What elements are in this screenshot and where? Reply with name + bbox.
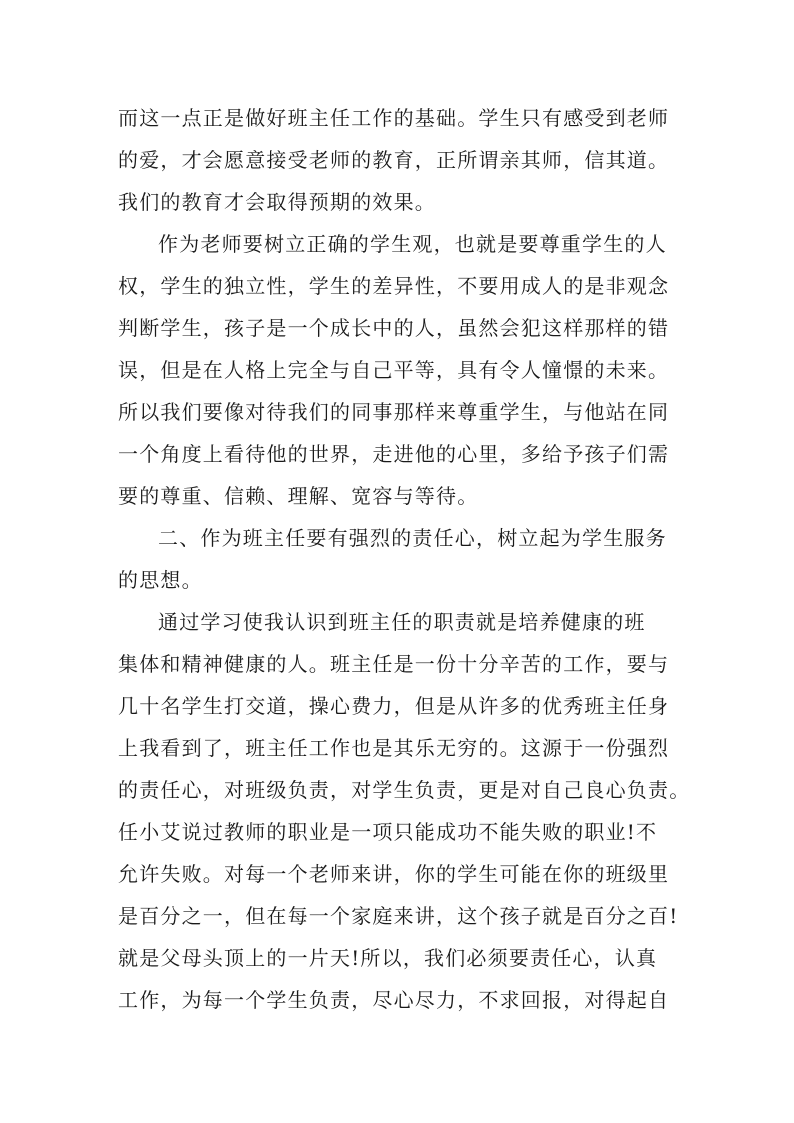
text-line: 任小艾说过教师的职业是一项只能成功不能失败的职业!不 xyxy=(118,820,658,844)
text-line: 的责任心，对班级负责，对学生负责，更是对自己良心负责。 xyxy=(118,778,691,802)
section-heading: 二、作为班主任要有强烈的责任心，树立起为学生服务 xyxy=(158,526,667,550)
text-line: 的爱，才会愿意接受老师的教育，正所谓亲其师，信其道。 xyxy=(118,148,670,172)
text-line: 要的尊重、信赖、理解、宽容与等待。 xyxy=(118,484,479,508)
text-line: 我们的教育才会取得预期的效果。 xyxy=(118,190,436,214)
text-line: 所以我们要像对待我们的同事那样来尊重学生，与他站在同 xyxy=(118,400,670,424)
text-line: 一个角度上看待他的世界，走进他的心里，多给予孩子们需 xyxy=(118,442,670,466)
text-line: 判断学生，孩子是一个成长中的人，虽然会犯这样那样的错 xyxy=(118,316,670,340)
text-line: 工作，为每一个学生负责，尽心尽力，不求回报，对得起自 xyxy=(118,988,670,1012)
text-line: 通过学习使我认识到班主任的职责就是培养健康的班 xyxy=(158,610,646,634)
text-line: 权，学生的独立性，学生的差异性，不要用成人的是非观念 xyxy=(118,274,670,298)
text-line: 而这一点正是做好班主任工作的基础。学生只有感受到老师 xyxy=(118,106,670,130)
text-line: 作为老师要树立正确的学生观，也就是要尊重学生的人 xyxy=(158,232,667,256)
text-line: 就是父母头顶上的一片天!所以，我们必须要责任心，认真 xyxy=(118,946,658,970)
text-line: 集体和精神健康的人。班主任是一份十分辛苦的工作，要与 xyxy=(118,652,670,676)
text-line: 上我看到了，班主任工作也是其乐无穷的。这源于一份强烈 xyxy=(118,736,670,760)
section-heading: 的思想。 xyxy=(118,568,203,592)
text-line: 是百分之一，但在每一个家庭来讲，这个孩子就是百分之百! xyxy=(118,904,679,928)
text-line: 允许失败。对每一个老师来讲，你的学生可能在你的班级里 xyxy=(118,862,670,886)
text-line: 误，但是在人格上完全与自己平等，具有令人憧憬的未来。 xyxy=(118,358,670,382)
text-line: 几十名学生打交道，操心费力，但是从许多的优秀班主任身 xyxy=(118,694,670,718)
